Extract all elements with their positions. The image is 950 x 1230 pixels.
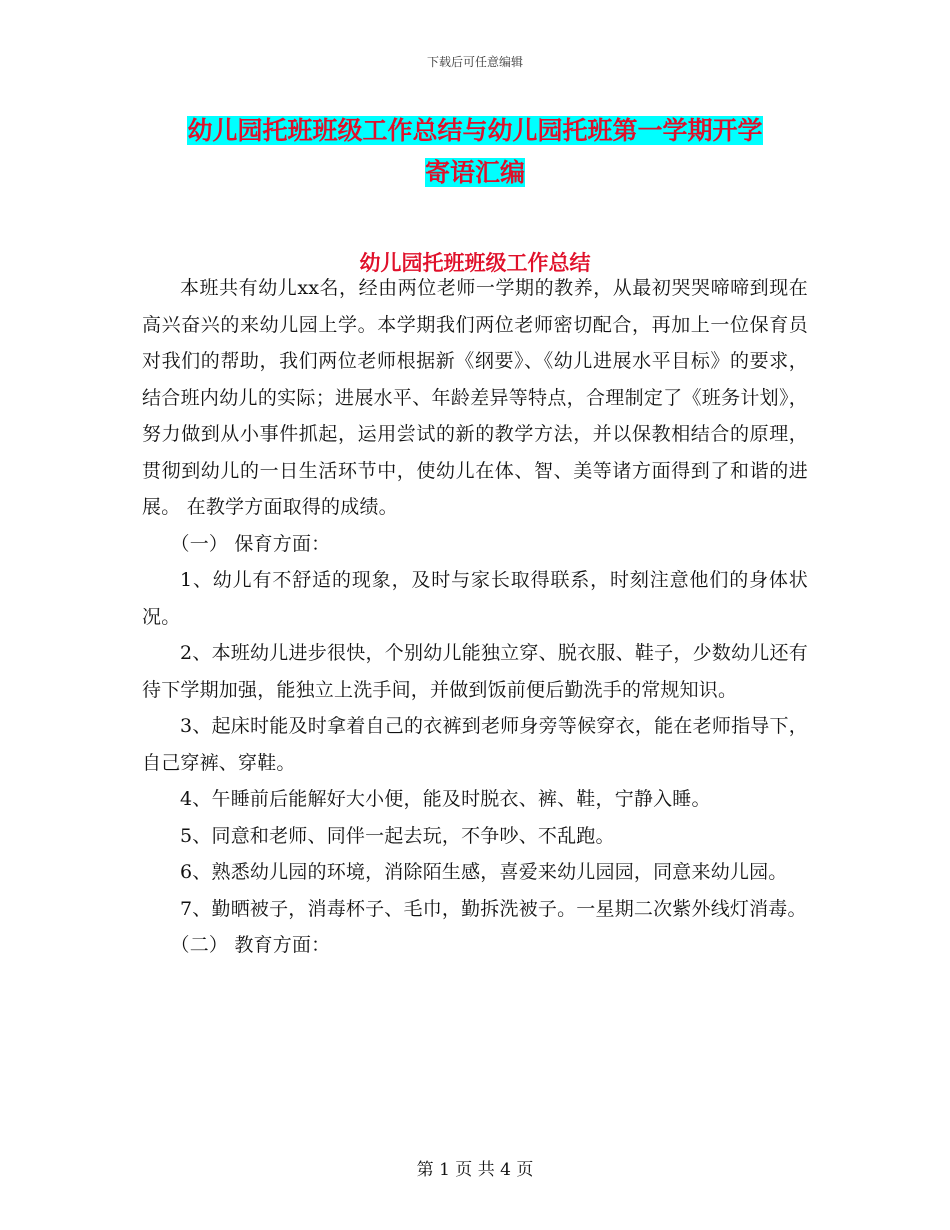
list-item: 3、起床时能及时拿着自己的衣裤到老师身旁等候穿衣，能在老师指导下，自己穿裤、穿鞋。 [142, 715, 808, 774]
header-note: 下载后可任意编辑 [426, 55, 523, 69]
list-item: 6、熟悉幼儿园的环境，消除陌生感，喜爱来幼儿园园，同意来幼儿园。 [180, 861, 788, 883]
subheading-education: （二） 教育方面： [170, 934, 331, 956]
page-number: 第 1 页 共 4 页 [416, 1160, 534, 1180]
list-item: 7、勤晒被子，消毒杯子、毛巾，勤拆洗被子。一星期二次紫外线灯消毒。 [180, 897, 807, 920]
list-item: 5、同意和老师、同伴一起去玩，不争吵、不乱跑。 [180, 824, 615, 847]
paragraph-intro: 本班共有幼儿xx名，经由两位老师一学期的教养，从最初哭哭啼啼到现在高兴奋兴的来幼儿园上学。本学期我们两位老师密切配合，再加上一位保育员对我们的帮助，我们两位老师根据新《纲要》、《幼儿进展水平目标》的要求，结合班内幼儿的实际；进展水平、年龄差异等特点，合理制定了《班务计划》，努力做到从小事件抓起，运用尝试的新的教学方法，并以保教相结合的原理，贯彻到幼儿的一日生活环节中，使幼儿在体、智、美等诸方面得到了和谐的进展。 在教学方面取得的成绩。 [142, 277, 808, 518]
document-title-line1: 幼儿园托班班级工作总结与幼儿园托班第一学期开学 [187, 116, 763, 145]
document-title [142, 110, 808, 194]
list-item: 4、午睡前后能解好大小便，能及时脱衣、裤、鞋，宁静入睡。 [180, 788, 711, 810]
list-item: 1、幼儿有不舒适的现象，及时与家长取得联系，时刻注意他们的身体状况。 [142, 569, 808, 628]
document-body [142, 270, 808, 964]
subheading-care: （一） 保育方面： [170, 532, 331, 555]
section-title: 幼儿园托班班级工作总结 [359, 251, 591, 275]
document-title-line2: 寄语汇编 [424, 158, 525, 187]
list-item: 2、本班幼儿进步很快，个别幼儿能独立穿、脱衣服、鞋子，少数幼儿还有待下学期加强，能独立上洗手间，并做到饭前便后勤洗手的常规知识。 [142, 642, 808, 701]
